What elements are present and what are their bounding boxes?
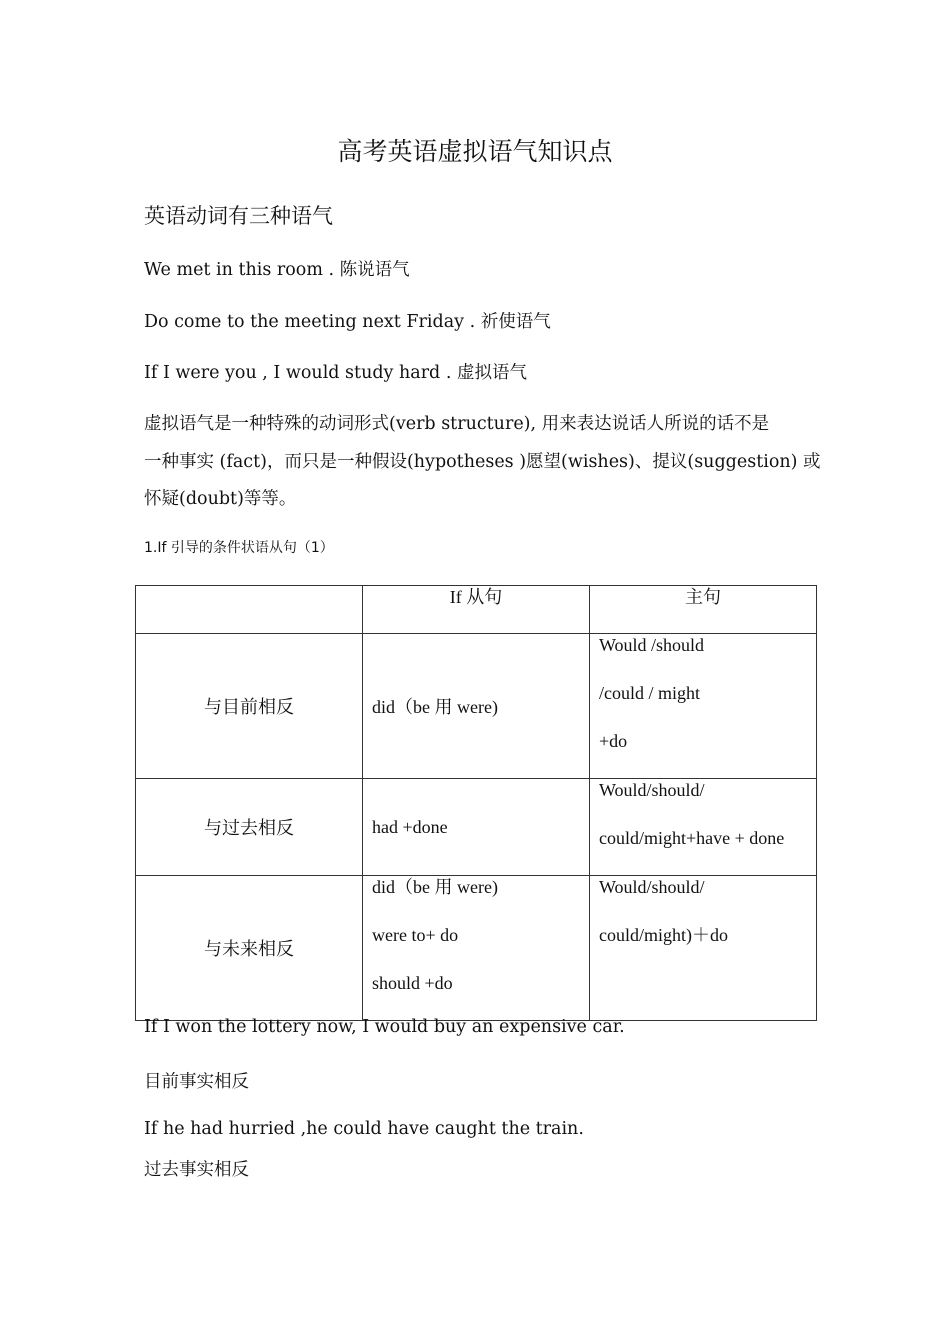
table-row — [136, 634, 817, 779]
main-clause-line: Would /should — [599, 635, 705, 655]
main-clause-line: could/might)＋do — [599, 925, 728, 945]
subjunctive-table — [135, 585, 817, 1021]
note-present-contrary: 目前事实相反 — [144, 1072, 249, 1092]
example-imperative: Do come to the meeting next Friday . 祈使语气 — [144, 312, 551, 332]
if-clause-cell — [363, 634, 590, 779]
definition-line: 怀疑(doubt)等等。 — [144, 489, 297, 509]
main-clause-line: Would/should/ — [599, 780, 705, 800]
if-clause-cell — [363, 876, 590, 1021]
document-title: 高考英语虚拟语气知识点 — [337, 137, 613, 166]
table-row — [136, 779, 817, 876]
main-clause-cell — [590, 634, 817, 779]
definition-line: 一种事实 (fact)，而只是一种假设(hypotheses )愿望(wishes)、提议(suggestion) 或 — [144, 452, 821, 472]
if-clause-line: were to+ do — [372, 925, 459, 945]
table-header-row — [136, 586, 817, 634]
main-clause-line: could/might+have + done — [599, 828, 785, 848]
subheading-if-clause: 1.If 引导的条件状语从句（1） — [144, 540, 334, 556]
main-clause-cell — [590, 779, 817, 876]
main-clause-line: +do — [599, 731, 628, 751]
main-clause-line: Would/should/ — [599, 877, 705, 897]
header-cell-main-clause: 主句 — [590, 586, 817, 634]
example-indicative: We met in this room . 陈说语气 — [144, 260, 410, 280]
note-past-contrary: 过去事实相反 — [144, 1160, 249, 1180]
row-label: 与未来相反 — [136, 876, 363, 1021]
if-clause-line: had +done — [372, 816, 448, 837]
main-clause-line: /could / might — [599, 683, 700, 703]
example-subjunctive: If I were you , I would study hard . 虚拟语气 — [144, 363, 527, 383]
example-present-contrary: If I won the lottery now, I would buy an expensive car. — [144, 1017, 625, 1037]
section-heading: 英语动词有三种语气 — [144, 204, 333, 228]
example-past-contrary: If he had hurried ,he could have caught the train. — [144, 1119, 584, 1139]
if-clause-line: did（be 用 were) — [372, 877, 498, 897]
definition-line: 虚拟语气是一种特殊的动词形式(verb structure), 用来表达说话人所说的话不是 — [144, 414, 770, 434]
row-label: 与过去相反 — [136, 779, 363, 876]
header-cell-empty — [136, 586, 363, 634]
header-cell-if-clause: If 从句 — [363, 586, 590, 634]
table-row — [136, 876, 817, 1021]
main-clause-cell — [590, 876, 817, 1021]
if-clause-line: did（be 用 were) — [372, 697, 498, 717]
if-clause-cell — [363, 779, 590, 876]
if-clause-line: should +do — [372, 973, 453, 993]
row-label: 与目前相反 — [136, 634, 363, 779]
